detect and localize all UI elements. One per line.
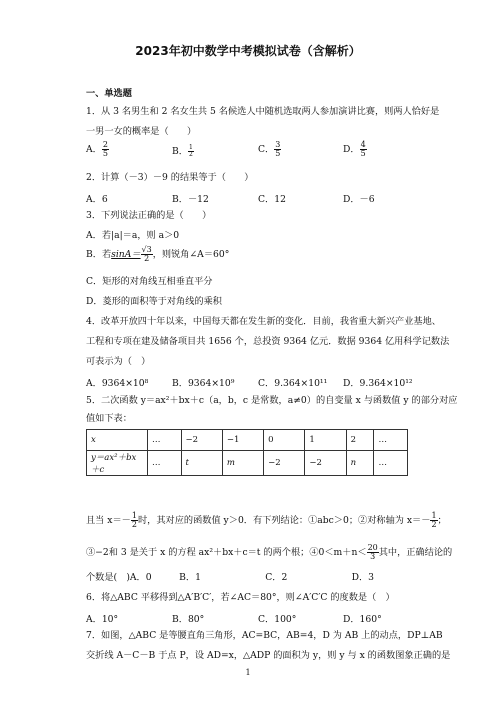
table-cell: 2 (346, 430, 374, 451)
q5-condition-line: 且当 x＝－ $\frac{1}{2}$ 时，其对应的函数值 y＞0．有下列结论：①abc＞0；②对称轴为 x＝－ $\frac{1}{2}$ ； (86, 511, 447, 529)
q1-option-b[interactable]: B． $\frac{1}{2}$ (172, 144, 193, 158)
q1-stem-line2: 一男一女的概率是（ ） (86, 126, 197, 137)
q3-option-b[interactable]: B．若sinA＝ $\frac{√3}{2}$ ，则锐角∠A＝60° (86, 245, 230, 263)
table-cell: −2 (181, 430, 222, 451)
table-cell: … (148, 430, 182, 451)
q6-option-c[interactable]: C．100° (258, 614, 297, 625)
q3-stem: 3．下列说法正确的是（ ） (86, 210, 212, 221)
section-heading: 一、单选题 (86, 88, 132, 99)
q4-stem-line3: 可表示为（ ） (86, 356, 151, 367)
q2-option-b[interactable]: B．－12 (172, 194, 209, 205)
table-cell: y＝ax²＋bx＋c (87, 451, 148, 476)
q1-stem-line1: 1．从 3 名男生和 2 名女生共 5 名候选人中随机选取两人参加演讲比赛，则两人恰好是 (86, 106, 440, 117)
q2-option-a[interactable]: A．6 (86, 194, 108, 205)
q2-option-c[interactable]: C．12 (258, 194, 286, 205)
page-number: 1 (245, 668, 251, 677)
q3-option-c[interactable]: C．矩形的对角线互相垂直平分 (86, 276, 213, 287)
table-cell: −1 (222, 430, 263, 451)
q5-options-line[interactable]: 个数是( )A．0 B．1 C．2 D．3 (86, 572, 375, 583)
q2-option-d[interactable]: D．－6 (343, 194, 375, 205)
table-cell: −2 (264, 451, 305, 476)
q1-option-d[interactable]: D． $\frac{4}{5}$ (343, 140, 366, 158)
q6-option-b[interactable]: B．80° (172, 614, 205, 625)
page-title: 2023年初中数学中考模拟试卷（含解析） (135, 44, 361, 58)
q7-stem-line1: 7．如图，△ABC 是等腰直角三角形，AC=BC，AB=4，D 为 AB 上的动点，DP⊥AB (86, 630, 443, 641)
q6-option-a[interactable]: A．10° (86, 614, 119, 625)
q4-option-c[interactable]: C．9.364×10¹¹ (258, 378, 328, 389)
q5-conclusion-line: ③−2和 3 是关于 x 的方程 ax²＋bx＋c＝t 的两个根；④0＜m＋n＜ $\frac{20}{3}$ 其中，正确结论的 (86, 543, 453, 561)
q4-stem-line2: 工程和专项在建及储备项目共 1656 个，总投资 9364 亿元．数据 9364 亿用科学记数法 (86, 336, 450, 347)
q2-stem: 2．计算（－3）－9 的结果等于（ ） (86, 172, 254, 183)
q3-option-a[interactable]: A．若|a|＝a，则 a＞0 (86, 230, 180, 241)
table-cell: 1 (305, 430, 346, 451)
q3-option-d[interactable]: D．菱形的面积等于对角线的乘积 (86, 296, 222, 307)
q5-stem-line2: 值如下表： (86, 413, 132, 424)
q1-option-c[interactable]: C． $\frac{3}{5}$ (258, 140, 281, 158)
table-cell: −2 (305, 451, 346, 476)
q1-option-a[interactable]: A． $\frac{2}{5}$ (86, 140, 108, 158)
table-cell: … (374, 451, 408, 476)
table-cell: m (222, 451, 263, 476)
value-table (86, 429, 408, 476)
q5-stem-line1: 5．二次函数 y＝ax²＋bx＋c（a，b，c 是常数，a≠0）的自变量 x 与函数值 y 的部分对应 (86, 395, 458, 406)
q6-stem: 6．将△ABC 平移得到△A′B′C′，若∠AC＝80°，则∠A′C′C 的度数是（ ） (86, 592, 395, 603)
q4-option-b[interactable]: B．9364×10⁹ (172, 378, 235, 389)
table-row (87, 451, 408, 476)
table-cell: … (374, 430, 408, 451)
table-cell: … (148, 451, 182, 476)
q4-option-d[interactable]: D．9.364×10¹² (343, 378, 413, 389)
table-row (87, 430, 408, 451)
table-cell: 0 (264, 430, 305, 451)
table-cell: t (181, 451, 222, 476)
table-cell: n (346, 451, 374, 476)
table-cell: x (87, 430, 148, 451)
q4-option-a[interactable]: A．9364×10⁸ (86, 378, 149, 389)
q6-option-d[interactable]: D．160° (343, 614, 382, 625)
q7-stem-line2: 交折线 A－C－B 于点 P，设 AD=x，△ADP 的面积为 y，则 y 与 x 的函数图象正确的是 (86, 650, 451, 661)
q4-stem-line1: 4．改革开放四十年以来，中国每天都在发生新的变化．目前，我省重大新兴产业基地、 (86, 316, 441, 327)
